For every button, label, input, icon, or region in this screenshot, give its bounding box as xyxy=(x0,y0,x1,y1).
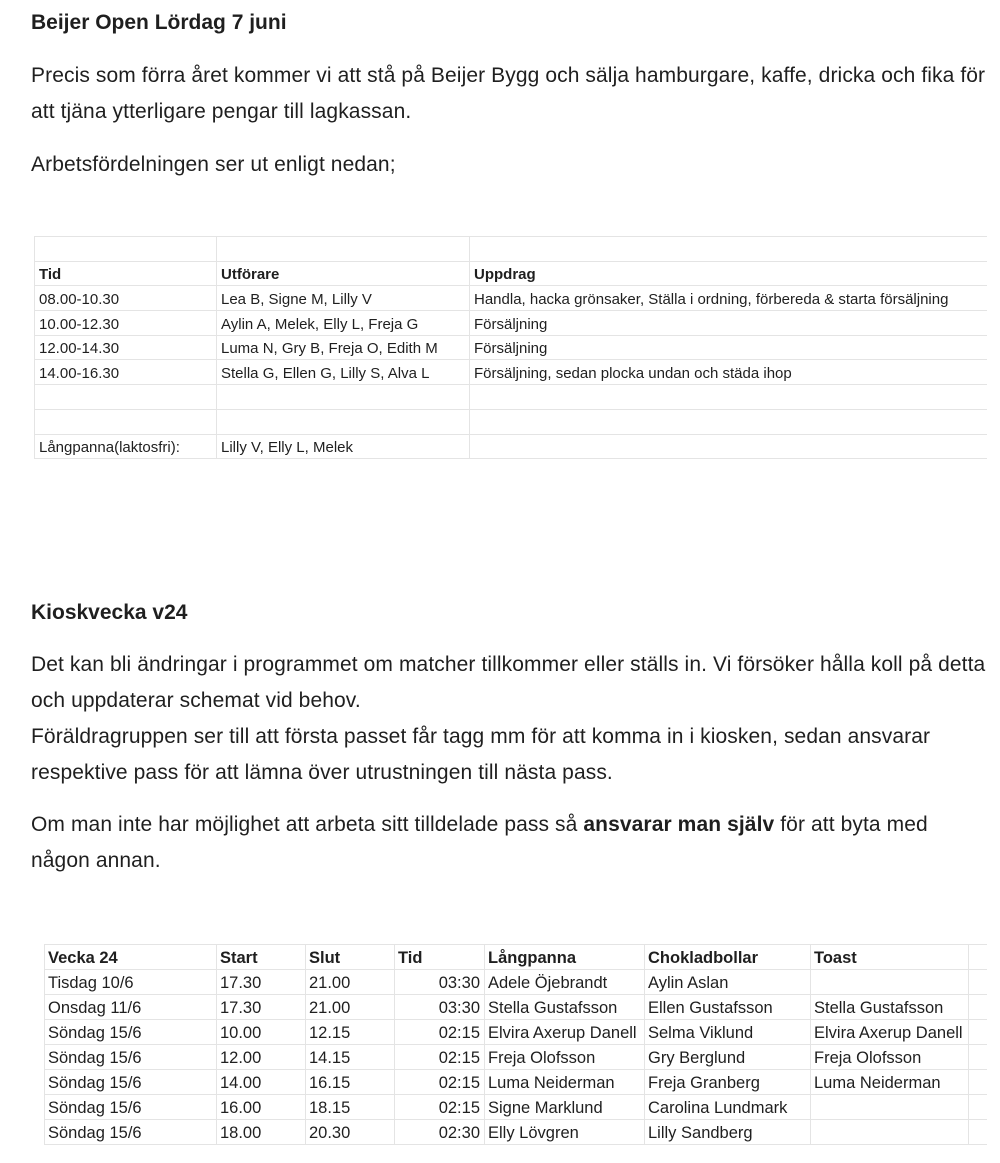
column-header-tid: Tid xyxy=(35,261,217,286)
cell-langpanna: Elvira Axerup Danell xyxy=(485,1020,645,1045)
cell-langpanna: Luma Neiderman xyxy=(485,1070,645,1095)
table-row xyxy=(35,434,987,459)
table-row xyxy=(35,335,987,360)
table-row xyxy=(35,286,987,311)
cell-start: 18.00 xyxy=(217,1120,306,1145)
column-header-toast: Toast xyxy=(811,945,969,970)
table-row xyxy=(45,1045,987,1070)
kiosk-info-text xyxy=(31,647,986,791)
cell-chokladbollar: Selma Viklund xyxy=(645,1020,811,1045)
cell-langpanna: Elly Lövgren xyxy=(485,1120,645,1145)
cell-duration: 02:15 xyxy=(395,1095,485,1120)
cell-start: 17.30 xyxy=(217,970,306,995)
kiosk-responsibility-text: Om man inte har möjlighet att arbeta sitt tilldelade pass så ansvarar man själv för att byta med någon annan. xyxy=(31,813,928,872)
cell-langpanna: Stella Gustafsson xyxy=(485,995,645,1020)
column-header-langpanna: Långpanna xyxy=(485,945,645,970)
cell-langpanna: Adele Öjebrandt xyxy=(485,970,645,995)
cell-duration: 02:15 xyxy=(395,1045,485,1070)
table-row xyxy=(35,237,987,262)
cell-day: Tisdag 10/6 xyxy=(45,970,217,995)
cell-time: 10.00-12.30 xyxy=(35,311,217,336)
cell-toast xyxy=(811,1120,969,1145)
cell-day: Söndag 15/6 xyxy=(45,1045,217,1070)
cell-toast xyxy=(811,1095,969,1120)
cell-day: Onsdag 11/6 xyxy=(45,995,217,1020)
cell-start: 12.00 xyxy=(217,1045,306,1070)
cell-time: 08.00-10.30 xyxy=(35,286,217,311)
cell-day: Söndag 15/6 xyxy=(45,1020,217,1045)
beijer-open-schedule-table xyxy=(34,236,987,459)
cell-end: 21.00 xyxy=(306,970,395,995)
table-row xyxy=(35,311,987,336)
cell-chokladbollar: Carolina Lundmark xyxy=(645,1095,811,1120)
cell-duration: 02:30 xyxy=(395,1120,485,1145)
cell-langpanna-people: Lilly V, Elly L, Melek xyxy=(217,434,470,459)
cell-people: Aylin A, Melek, Elly L, Freja G xyxy=(217,311,470,336)
column-header-chokladbollar: Chokladbollar xyxy=(645,945,811,970)
cell-end: 16.15 xyxy=(306,1070,395,1095)
cell-toast xyxy=(811,970,969,995)
kiosk-info-line2: Föräldragruppen ser till att första passet får tagg mm för att komma in i kiosken, sedan ansvarar respektive pass för att lämna över utrustningen till nästa pass. xyxy=(31,725,931,784)
table-row xyxy=(45,995,987,1020)
column-header-start: Start xyxy=(217,945,306,970)
cell-start: 16.00 xyxy=(217,1095,306,1120)
cell-langpanna: Signe Marklund xyxy=(485,1095,645,1120)
cell-start: 14.00 xyxy=(217,1070,306,1095)
cell-people: Lea B, Signe M, Lilly V xyxy=(217,286,470,311)
kioskvecka-heading: Kioskvecka v24 xyxy=(31,601,188,624)
cell-day: Söndag 15/6 xyxy=(45,1070,217,1095)
cell-day: Söndag 15/6 xyxy=(45,1095,217,1120)
column-header-slut: Slut xyxy=(306,945,395,970)
cell-langpanna-label: Långpanna(laktosfri): xyxy=(35,434,217,459)
cell-chokladbollar: Freja Granberg xyxy=(645,1070,811,1095)
cell-time: 14.00-16.30 xyxy=(35,360,217,385)
kiosk-info-line1: Det kan bli ändringar i programmet om matcher tillkommer eller ställs in. Vi försöker hålla koll på detta och uppdaterar schemat vid behov. xyxy=(31,653,986,712)
cell-toast: Freja Olofsson xyxy=(811,1045,969,1070)
column-header-uppdrag: Uppdrag xyxy=(470,261,987,286)
column-header-vecka: Vecka 24 xyxy=(45,945,217,970)
cell-duration: 03:30 xyxy=(395,995,485,1020)
cell-duration: 02:15 xyxy=(395,1070,485,1095)
cell-task: Handla, hacka grönsaker, Ställa i ordning, förbereda & starta försäljning xyxy=(470,286,987,311)
cell-chokladbollar: Ellen Gustafsson xyxy=(645,995,811,1020)
kiosk-schedule-table xyxy=(44,944,987,1145)
cell-start: 17.30 xyxy=(217,995,306,1020)
table-row xyxy=(45,1020,987,1045)
cell-task: Försäljning xyxy=(470,311,987,336)
column-header-utforare: Utförare xyxy=(217,261,470,286)
table-row xyxy=(35,385,987,410)
cell-chokladbollar: Lilly Sandberg xyxy=(645,1120,811,1145)
cell-langpanna: Freja Olofsson xyxy=(485,1045,645,1070)
cell-end: 21.00 xyxy=(306,995,395,1020)
table-row xyxy=(45,1095,987,1120)
work-distribution-text: Arbetsfördelningen ser ut enligt nedan; xyxy=(31,153,396,176)
table-row xyxy=(35,360,987,385)
cell-duration: 02:15 xyxy=(395,1020,485,1045)
table-row xyxy=(45,1120,987,1145)
cell-toast: Luma Neiderman xyxy=(811,1070,969,1095)
cell-end: 18.15 xyxy=(306,1095,395,1120)
beijer-open-heading: Beijer Open Lördag 7 juni xyxy=(31,11,287,34)
cell-task: Försäljning xyxy=(470,335,987,360)
cell-time: 12.00-14.30 xyxy=(35,335,217,360)
table-row xyxy=(45,1070,987,1095)
table-header-row xyxy=(45,945,987,970)
cell-end: 20.30 xyxy=(306,1120,395,1145)
cell-chokladbollar: Gry Berglund xyxy=(645,1045,811,1070)
cell-day: Söndag 15/6 xyxy=(45,1120,217,1145)
table-row xyxy=(35,409,987,434)
cell-task: Försäljning, sedan plocka undan och städa ihop xyxy=(470,360,987,385)
beijer-open-intro: Precis som förra året kommer vi att stå på Beijer Bygg och sälja hamburgare, kaffe, dricka och fika för att tjäna ytterligare pengar till lagkassan. xyxy=(31,64,986,123)
cell-toast: Elvira Axerup Danell xyxy=(811,1020,969,1045)
column-header-tid: Tid xyxy=(395,945,485,970)
table-row xyxy=(45,970,987,995)
table-header-row xyxy=(35,261,987,286)
cell-end: 14.15 xyxy=(306,1045,395,1070)
cell-duration: 03:30 xyxy=(395,970,485,995)
cell-toast: Stella Gustafsson xyxy=(811,995,969,1020)
cell-start: 10.00 xyxy=(217,1020,306,1045)
cell-end: 12.15 xyxy=(306,1020,395,1045)
cell-people: Stella G, Ellen G, Lilly S, Alva L xyxy=(217,360,470,385)
cell-chokladbollar: Aylin Aslan xyxy=(645,970,811,995)
responsibility-emphasis: ansvarar man själv xyxy=(583,813,775,836)
cell-people: Luma N, Gry B, Freja O, Edith M xyxy=(217,335,470,360)
